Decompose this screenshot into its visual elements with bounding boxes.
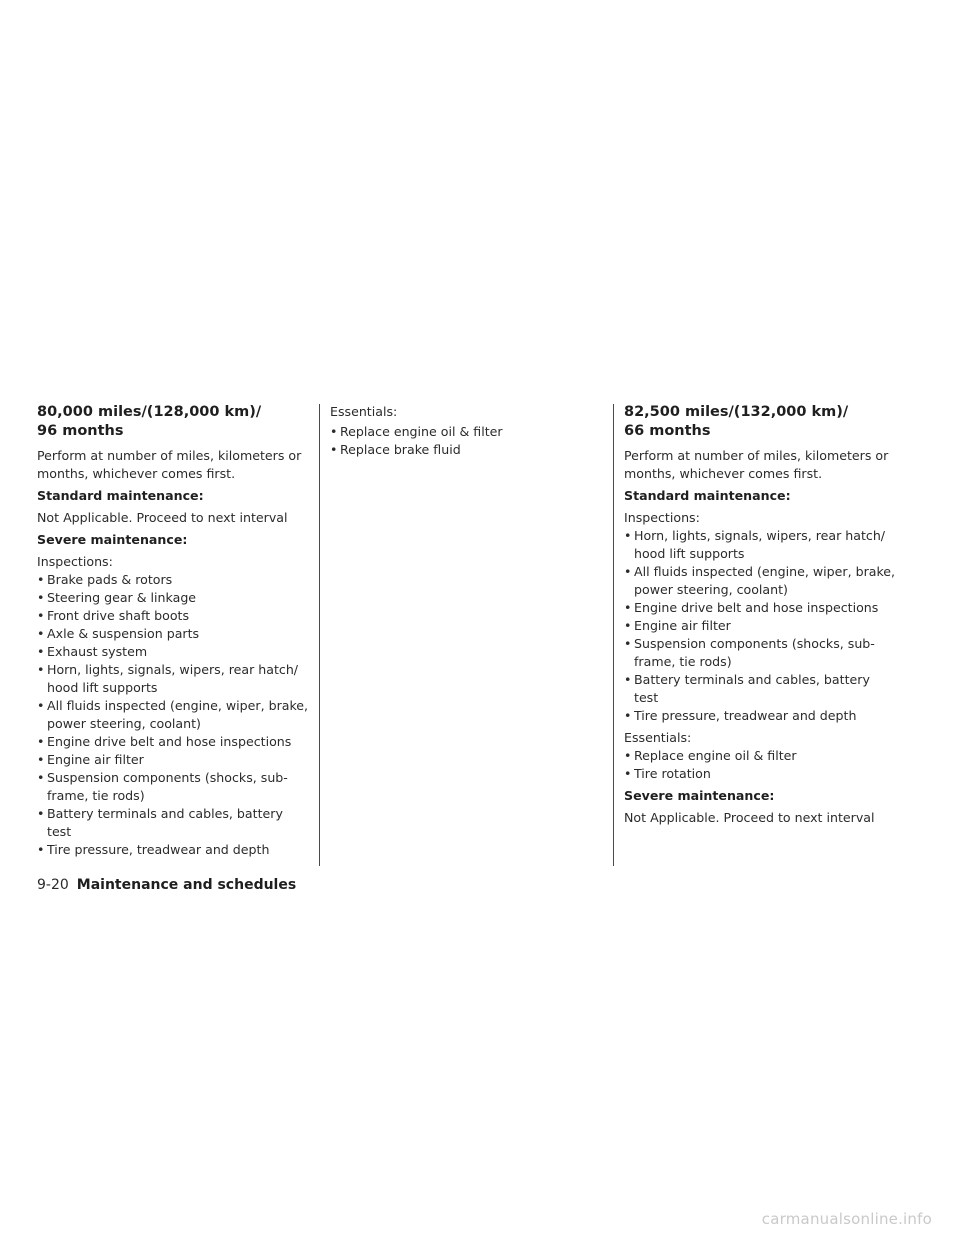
column-divider-right (613, 404, 614, 866)
list-item: • Engine drive belt and hose inspections (624, 600, 879, 615)
essentials-column (330, 403, 602, 463)
essentials-label: Essentials: (330, 404, 398, 419)
list-item: • Brake pads & rotors (37, 572, 173, 587)
list-item: • Suspension components (shocks, sub- frame, tie rods) (624, 636, 875, 669)
interval-80000-title: 80,000 miles/(128,000 km)/ 96 months (37, 404, 262, 439)
list-item: • Battery terminals and cables, battery test (624, 672, 870, 705)
list-item: • Engine air filter (624, 618, 731, 633)
list-item: • Tire rotation (624, 766, 711, 781)
page-footer (37, 876, 296, 894)
watermark: carmanualsonline.info (761, 1210, 932, 1228)
list-item: • Horn, lights, signals, wipers, rear hatch/ hood lift supports (624, 528, 886, 561)
list-item: • Replace engine oil & filter (624, 748, 797, 763)
interval-82500-title: 82,500 miles/(132,000 km)/ 66 months (624, 404, 849, 439)
inspections-list (624, 527, 896, 725)
standard-maintenance-heading: Standard maintenance: (624, 488, 791, 503)
list-item: • Axle & suspension parts (37, 626, 200, 641)
section-title: Maintenance and schedules (76, 877, 297, 893)
standard-maintenance-text: Not Applicable. Proceed to next interval (37, 510, 288, 525)
list-item: • Exhaust system (37, 644, 148, 659)
list-item: • Tire pressure, treadwear and depth (37, 842, 270, 857)
list-item: • Steering gear & linkage (37, 590, 197, 605)
list-item: • All fluids inspected (engine, wiper, brake, power steering, coolant) (37, 698, 309, 731)
interval-80000-column (37, 403, 309, 863)
list-item: • Battery terminals and cables, battery test (37, 806, 283, 839)
list-item: • Tire pressure, treadwear and depth (624, 708, 857, 723)
severe-maintenance-heading: Severe maintenance: (624, 788, 775, 803)
list-item: • Front drive shaft boots (37, 608, 190, 623)
list-item: • Engine air filter (37, 752, 144, 767)
column-divider-left (319, 404, 320, 866)
severe-maintenance-text: Not Applicable. Proceed to next interval (624, 810, 875, 825)
list-item: • Replace brake fluid (330, 442, 461, 457)
interval-82500-column (624, 403, 896, 830)
inspections-label: Inspections: (624, 510, 700, 525)
list-item: • Replace engine oil & filter (330, 424, 503, 439)
essentials-label: Essentials: (624, 730, 692, 745)
list-item: • Engine drive belt and hose inspections (37, 734, 292, 749)
standard-maintenance-heading: Standard maintenance: (37, 488, 204, 503)
severe-maintenance-heading: Severe maintenance: (37, 532, 188, 547)
inspections-list (37, 571, 309, 859)
essentials-list (624, 747, 896, 783)
essentials-list (330, 423, 602, 459)
interval-80000-intro: Perform at number of miles, kilometers or months, whichever comes first. (37, 448, 302, 481)
list-item: • All fluids inspected (engine, wiper, brake, power steering, coolant) (624, 564, 896, 597)
interval-82500-intro: Perform at number of miles, kilometers or months, whichever comes first. (624, 448, 889, 481)
list-item: • Suspension components (shocks, sub- frame, tie rods) (37, 770, 288, 803)
list-item: • Horn, lights, signals, wipers, rear hatch/ hood lift supports (37, 662, 299, 695)
inspections-label: Inspections: (37, 554, 113, 569)
page-number: 9-20 (37, 877, 69, 893)
